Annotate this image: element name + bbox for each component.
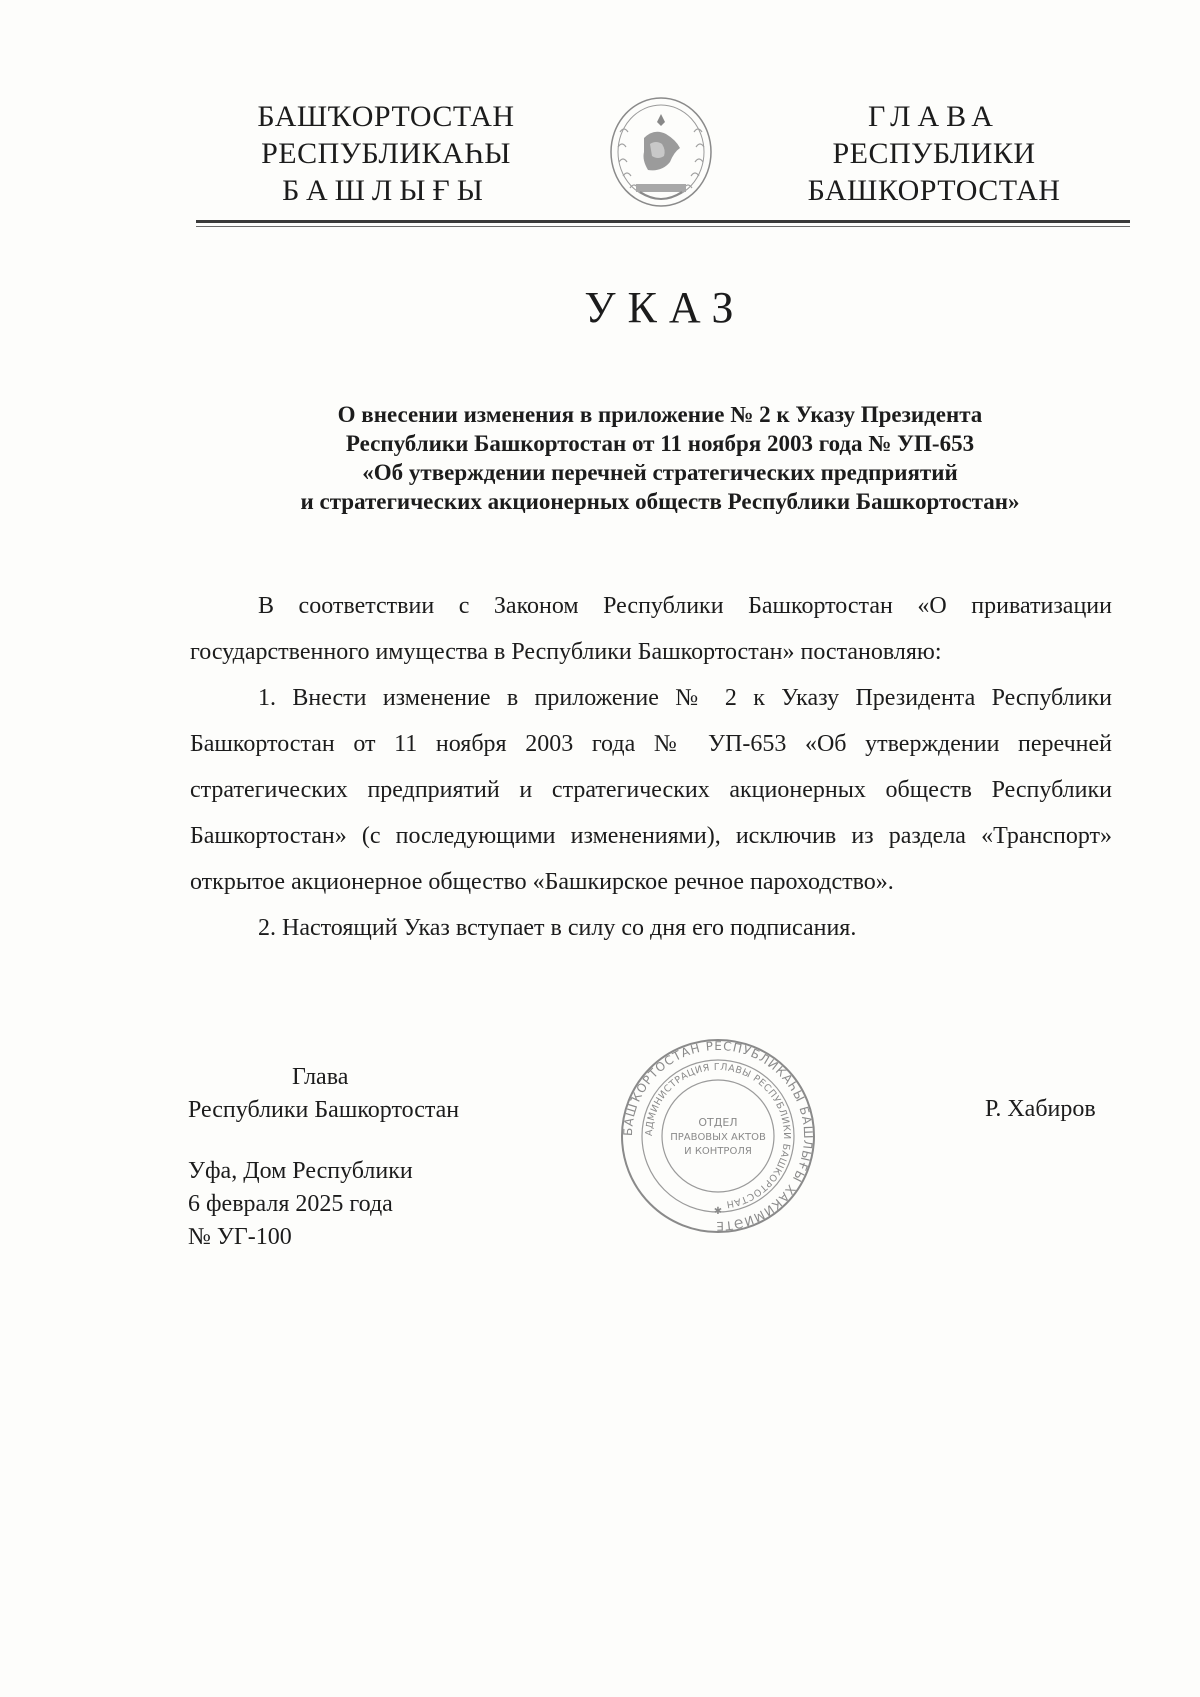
header-left-line-2: РЕСПУБЛИКАҺЫ — [261, 137, 511, 170]
coat-of-arms-emblem — [606, 92, 716, 210]
body-paragraph-preamble: В соответствии с Законом Республики Башкортостан «О приватизации государственного имущества в Республики Башкортостан» постановляю: — [190, 593, 1112, 665]
stamp-center-line-3: И КОНТРОЛЯ — [684, 1146, 752, 1157]
signature-position — [188, 1061, 459, 1127]
header-left-line-1: БАШҠОРТОСТАН — [257, 100, 515, 133]
document-date: 6 февраля 2025 года — [188, 1191, 393, 1217]
signatory-name: Р. Хабиров — [985, 1096, 1096, 1122]
header-right-russian — [784, 98, 1084, 209]
stamp-center-line-2: ПРАВОВЫХ АКТОВ — [670, 1132, 766, 1143]
subject-line-3: «Об утверждении перечней стратегических предприятий — [362, 460, 958, 485]
stamp-star-icon: ✱ — [713, 1206, 723, 1217]
header-right-line-1: ГЛАВА — [868, 100, 1000, 133]
subject-line-2: Республики Башкортостан от 11 ноября 2003 года № УП-653 — [345, 431, 975, 456]
document-body — [190, 583, 1112, 951]
document-location: Уфа, Дом Республики — [188, 1158, 413, 1184]
header-right-line-2: РЕСПУБЛИКИ — [832, 137, 1036, 170]
header-rule-thick — [196, 220, 1130, 223]
signature-position-line-1: Глава — [292, 1064, 349, 1090]
signature-position-line-2: Республики Башкортостан — [188, 1097, 460, 1123]
document-title: УКАЗ — [584, 283, 746, 332]
official-seal-stamp — [618, 1036, 818, 1236]
subject-line-1: О внесении изменения в приложение № 2 к Указу Президента — [337, 402, 983, 427]
document-subject — [200, 400, 1120, 516]
body-paragraph-2: 2. Настоящий Указ вступает в силу со дня его подписания. — [258, 915, 857, 941]
header-rule-thin — [196, 226, 1130, 227]
subject-line-4: и стратегических акционерных обществ Республики Башкортостан» — [300, 489, 1020, 514]
document-place-date — [188, 1155, 413, 1254]
header-left-bashkir — [236, 98, 536, 209]
stamp-center-line-1: ОТДЕЛ — [698, 1116, 738, 1129]
body-paragraph-1: 1. Внести изменение в приложение № 2 к Указу Президента Республики Башкортостан от 11 ноября 2003 года № УП-653 «Об утверждении перечней стратегических предприятий и стратегических акционерных обществ Республики Башкортостан» (с последующими изменениями), исключив из раздела «Транспорт» открытое акционерное общество «Башкирское речное пароходство». — [190, 685, 1112, 895]
stamp-inner-text: АДМИНИСТРАЦИЯ ГЛАВЫ РЕСПУБЛИКИ БАШКОРТОСТАН — [643, 1061, 793, 1210]
document-number: № УГ-100 — [188, 1224, 292, 1250]
stamp-outer-text: БАШҠОРТОСТАН РЕСПУБЛИКАҺЫ БАШЛЫҒЫ ХАКИМИӘТЕ — [620, 1038, 816, 1234]
header-right-line-3: БАШКОРТОСТАН — [807, 174, 1061, 207]
header-left-line-3: БАШЛЫҒЫ — [282, 174, 490, 207]
